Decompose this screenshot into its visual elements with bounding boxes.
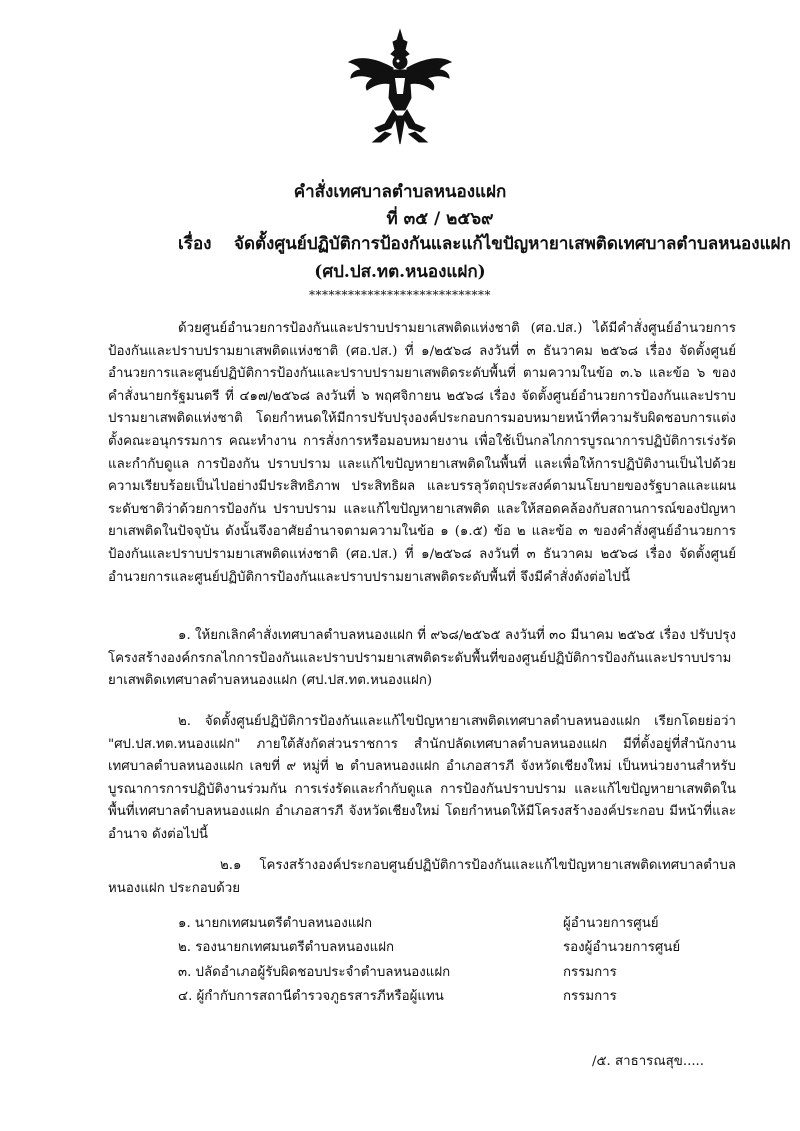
member-role: รองผู้อำนวยการศูนย์ [563, 940, 681, 956]
member-name: ๑. นายกเทศมนตรีตำบลหนองแฝก [178, 915, 373, 931]
order-number: ที่ ๓๕ / ๒๕๖๙ [386, 209, 494, 229]
garuda-emblem-icon [345, 28, 455, 148]
member-name: ๔. ผู้กำกับการสถานีตำรวจภูธรสารภีหรือผู้แทน [178, 989, 444, 1005]
list-item [178, 910, 738, 935]
list-item [178, 984, 738, 1009]
member-role: ผู้อำนวยการศูนย์ [563, 915, 659, 931]
list-item [178, 959, 738, 984]
continuation-marker: /๕. สาธารณสุข..... [592, 1054, 704, 1069]
member-role: กรรมการ [563, 989, 617, 1005]
member-name: ๒. รองนายกเทศมนตรีตำบลหนองแฝก [178, 940, 395, 956]
member-list [178, 910, 738, 1008]
order-subject [178, 230, 791, 257]
list-item [178, 935, 738, 960]
clause-2-paragraph: ๒. จัดตั้งศูนย์ปฏิบัติการป้องกันและแก้ไขปัญหายาเสพติดเทศบาลตำบลหนองแฝก เรียกโดยย่อว่า "ศป.ปส.ทต.หนองแฝก" ภายใต้สังกัดส่วนราชการ สำนักปลัดเทศบาลตำบลหนองแฝก มีที่ตั้งอยู่ที่สำนักงานเทศบาลตำบลหนองแฝก เลขที่ ๙ หมู่ที่ ๒ ตำบลหนองแฝก อำเภอสารภี จังหวัดเชียงใหม่ เป็นหน่วยงานสำหรับบูรณาการการปฏิบัติงานร่วมกัน การเร่งรัดและกำกับดูแล การป้องกันปราบปราม และแก้ไขปัญหายาเสพติดในพื้นที่เทศบาลตำบลหนองแฝก อำเภอสารภี จังหวัดเชียงใหม่ โดยกำหนดให้มีโครงสร้างองค์ประกอบ มีหน้าที่และอำนาจ ดังต่อไปนี้ [108, 714, 736, 842]
order-title: คำสั่งเทศบาลตำบลหนองแฝก [293, 182, 507, 202]
order-abbreviation: (ศป.ปส.ทต.หนองแฝก) [314, 262, 486, 282]
preamble-paragraph: ด้วยศูนย์อำนวยการป้องกันและปราบปรามยาเสพติดแห่งชาติ (ศอ.ปส.) ได้มีคำสั่งศูนย์อำนวยการป้องกันและปราบปรามยาเสพติดแห่งชาติ (ศอ.ปส.) ที่ ๑/๒๕๖๘ ลงวันที่ ๓ ธันวาคม ๒๕๖๘ เรื่อง จัดตั้งศูนย์อำนวยการและศูนย์ปฏิบัติการป้องกันและปราบปรามยาเสพติดระดับพื้นที่ ตามความในข้อ ๓.๖ และข้อ ๖ ของคำสั่งนายกรัฐมนตรี ที่ ๔๑๗/๒๕๖๘ ลงวันที่ ๖ พฤศจิกายน ๒๕๖๘ เรื่อง จัดตั้งศูนย์อำนวยการป้องกันและปราบปรามยาเสพติดแห่งชาติ โดยกำหนดให้มีการปรับปรุงองค์ประกอบการมอบหมายหน้าที่ความรับผิดชอบการแต่งตั้งคณะอนุกรรมการ คณะทำงาน การสั่งการหรือมอบหมายงาน เพื่อใช้เป็นกลไกการบูรณาการปฏิบัติการเร่งรัดและกำกับดูแล การป้องกัน ปราบปราม และแก้ไขปัญหายาเสพติดในพื้นที่ และเพื่อให้การปฏิบัติงานเป็นไปด้วยความเรียบร้อยเป็นไปอย่างมีประสิทธิภาพ ประสิทธิผล และบรรลุวัตถุประสงค์ตามนโยบายของรัฐบาลและแผนระดับชาติว่าด้วยการป้องกัน ปราบปราม และแก้ไขปัญหายาเสพติด และให้สอดคล้องกับสถานการณ์ของปัญหายาเสพติดในปัจจุบัน ดังนั้นจึงอาศัยอำนาจตามความในข้อ ๑ (๑.๕) ข้อ ๒ และข้อ ๓ ของคำสั่งศูนย์อำนวยการป้องกันและปราบปรามยาเสพติดแห่งชาติ (ศอ.ปส.) ที่ ๑/๒๕๖๘ ลงวันที่ ๓ ธันวาคม ๒๕๖๘ เรื่อง จัดตั้งศูนย์อำนวยการและศูนย์ปฏิบัติการป้องกันและปราบปรามยาเสพติดระดับพื้นที่ จึงมีคำสั่งดังต่อไปนี้ [108, 321, 736, 585]
member-role: กรรมการ [563, 964, 617, 980]
subject-text: จัดตั้งศูนย์ปฏิบัติการป้องกันและแก้ไขปัญหายาเสพติดเทศบาลตำบลหนองแฝก [234, 234, 791, 254]
member-name: ๓. ปลัดอำเภอผู้รับผิดชอบประจำตำบลหนองแฝก [178, 964, 451, 980]
clause-1-paragraph: ๑. ให้ยกเลิกคำสั่งเทศบาลตำบลหนองแฝก ที่ ๙๖๘/๒๕๖๕ ลงวันที่ ๓๐ มีนาคม ๒๕๖๕ เรื่อง ปรับปรุงโครงสร้างองค์กรกลไกการป้องกันและปราบปรามยาเสพติดระดับพื้นที่ของศูนย์ปฏิบัติการป้องกันและปราบปรามยาเสพติดเทศบาลตำบลหนองแฝก (ศป.ปส.ทต.หนองแฝก) [108, 628, 736, 689]
separator-line: **************************** [309, 288, 491, 302]
clause-2-1-paragraph: ๒.๑ โครงสร้างองค์ประกอบศูนย์ปฏิบัติการป้องกันและแก้ไขปัญหายาเสพติดเทศบาลตำบลหนองแฝก ประกอบด้วย [108, 858, 736, 896]
subject-label: เรื่อง [178, 234, 212, 254]
